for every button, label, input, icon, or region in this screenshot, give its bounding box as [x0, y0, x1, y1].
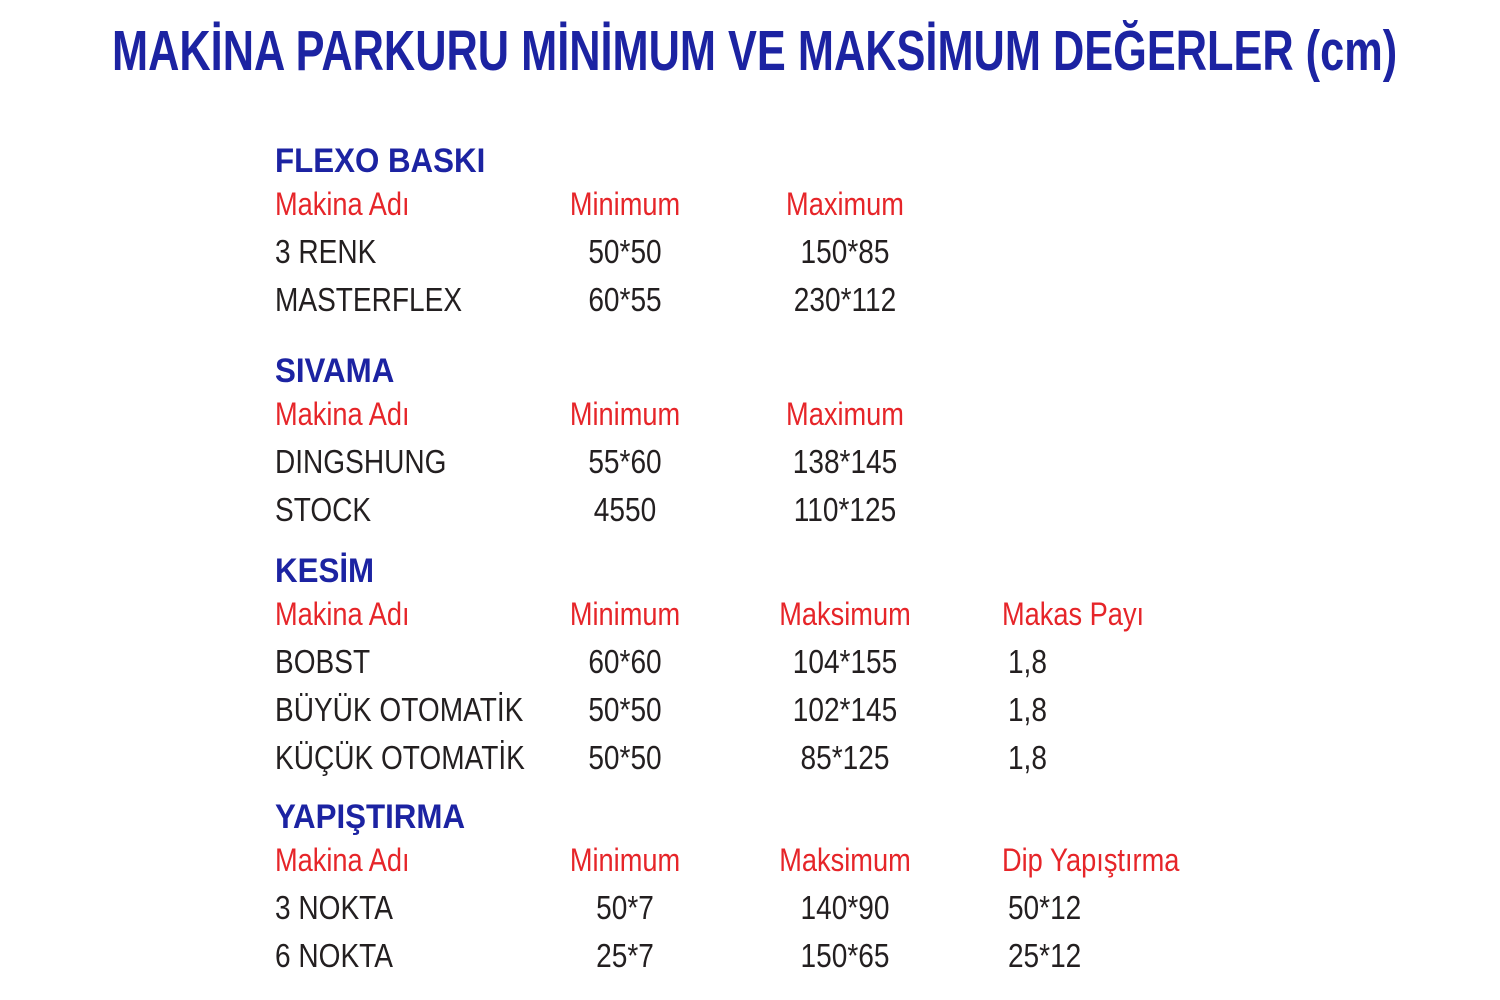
- maksimum-value: 102*145: [792, 691, 898, 728]
- column-header-row: [275, 836, 1275, 884]
- maximum-value: 150*85: [800, 233, 890, 270]
- dip-yapistirma-value: 50*12: [1007, 889, 1082, 926]
- column-header-minimum: Minimum: [569, 185, 681, 222]
- column-header-minimum: Minimum: [569, 395, 681, 432]
- machine-name: BÜYÜK OTOMATİK: [275, 691, 524, 728]
- table-row: [275, 276, 1275, 324]
- section-yapistirma: [275, 798, 1275, 980]
- column-header-makina-adi: Makina Adı: [275, 841, 410, 878]
- maksimum-value: 140*90: [800, 889, 890, 926]
- column-header-makina-adi: Makina Adı: [275, 185, 410, 222]
- maksimum-value: 150*65: [800, 937, 890, 974]
- table-row: [275, 734, 1275, 782]
- minimum-value: 4550: [593, 491, 657, 528]
- machine-name: 3 RENK: [275, 233, 377, 270]
- column-header-minimum: Minimum: [569, 595, 681, 632]
- machine-name: 3 NOKTA: [275, 889, 393, 926]
- table-row: [275, 228, 1275, 276]
- minimum-value: 60*55: [588, 281, 662, 318]
- machine-name: BOBST: [275, 643, 371, 680]
- column-header-makina-adi: Makina Adı: [275, 595, 410, 632]
- section-kesim: [275, 552, 1275, 782]
- makas-payi-value: 1,8: [1007, 691, 1047, 728]
- table-row: [275, 884, 1275, 932]
- section-title: KESİM: [275, 552, 375, 590]
- minimum-value: 50*7: [596, 889, 654, 926]
- section-title: FLEXO BASKI: [275, 142, 486, 180]
- minimum-value: 60*60: [588, 643, 662, 680]
- section-title: SIVAMA: [275, 352, 395, 390]
- table-row: [275, 486, 1275, 534]
- machine-name: DINGSHUNG: [275, 443, 447, 480]
- column-header-dip-yapistirma: Dip Yapıştırma: [1002, 841, 1180, 878]
- column-header-maximum: Maximum: [786, 395, 904, 432]
- table-row: [275, 438, 1275, 486]
- section-sivama: [275, 352, 1275, 534]
- makas-payi-value: 1,8: [1007, 739, 1047, 776]
- column-header-minimum: Minimum: [569, 841, 681, 878]
- makas-payi-value: 1,8: [1007, 643, 1047, 680]
- minimum-value: 55*60: [588, 443, 662, 480]
- maksimum-value: 85*125: [800, 739, 890, 776]
- column-header-maksimum: Maksimum: [779, 595, 911, 632]
- minimum-value: 50*50: [588, 739, 662, 776]
- section-title: YAPIŞTIRMA: [275, 798, 466, 836]
- table-row: [275, 638, 1275, 686]
- column-header-makina-adi: Makina Adı: [275, 395, 410, 432]
- column-header-row: [275, 390, 1275, 438]
- maximum-value: 230*112: [793, 281, 897, 318]
- column-header-row: [275, 180, 1275, 228]
- maksimum-value: 104*155: [792, 643, 898, 680]
- column-header-maximum: Maximum: [786, 185, 904, 222]
- maximum-value: 110*125: [793, 491, 897, 528]
- table-row: [275, 932, 1275, 980]
- column-header-maksimum: Maksimum: [779, 841, 911, 878]
- machine-name: MASTERFLEX: [275, 281, 463, 318]
- section-flexo-baski: [275, 142, 1275, 324]
- table-row: [275, 686, 1275, 734]
- column-header-makas-payi: Makas Payı: [1002, 595, 1145, 632]
- column-header-row: [275, 590, 1275, 638]
- minimum-value: 50*50: [588, 691, 662, 728]
- machine-name: 6 NOKTA: [275, 937, 393, 974]
- machine-name: STOCK: [275, 491, 372, 528]
- page-title: MAKİNA PARKURU MİNİMUM VE MAKSİMUM DEĞERLER (cm): [112, 19, 1398, 83]
- dip-yapistirma-value: 25*12: [1007, 937, 1082, 974]
- minimum-value: 50*50: [588, 233, 662, 270]
- maximum-value: 138*145: [792, 443, 898, 480]
- machine-name: KÜÇÜK OTOMATİK: [275, 739, 525, 776]
- machine-tables: [275, 142, 1275, 980]
- minimum-value: 25*7: [596, 937, 654, 974]
